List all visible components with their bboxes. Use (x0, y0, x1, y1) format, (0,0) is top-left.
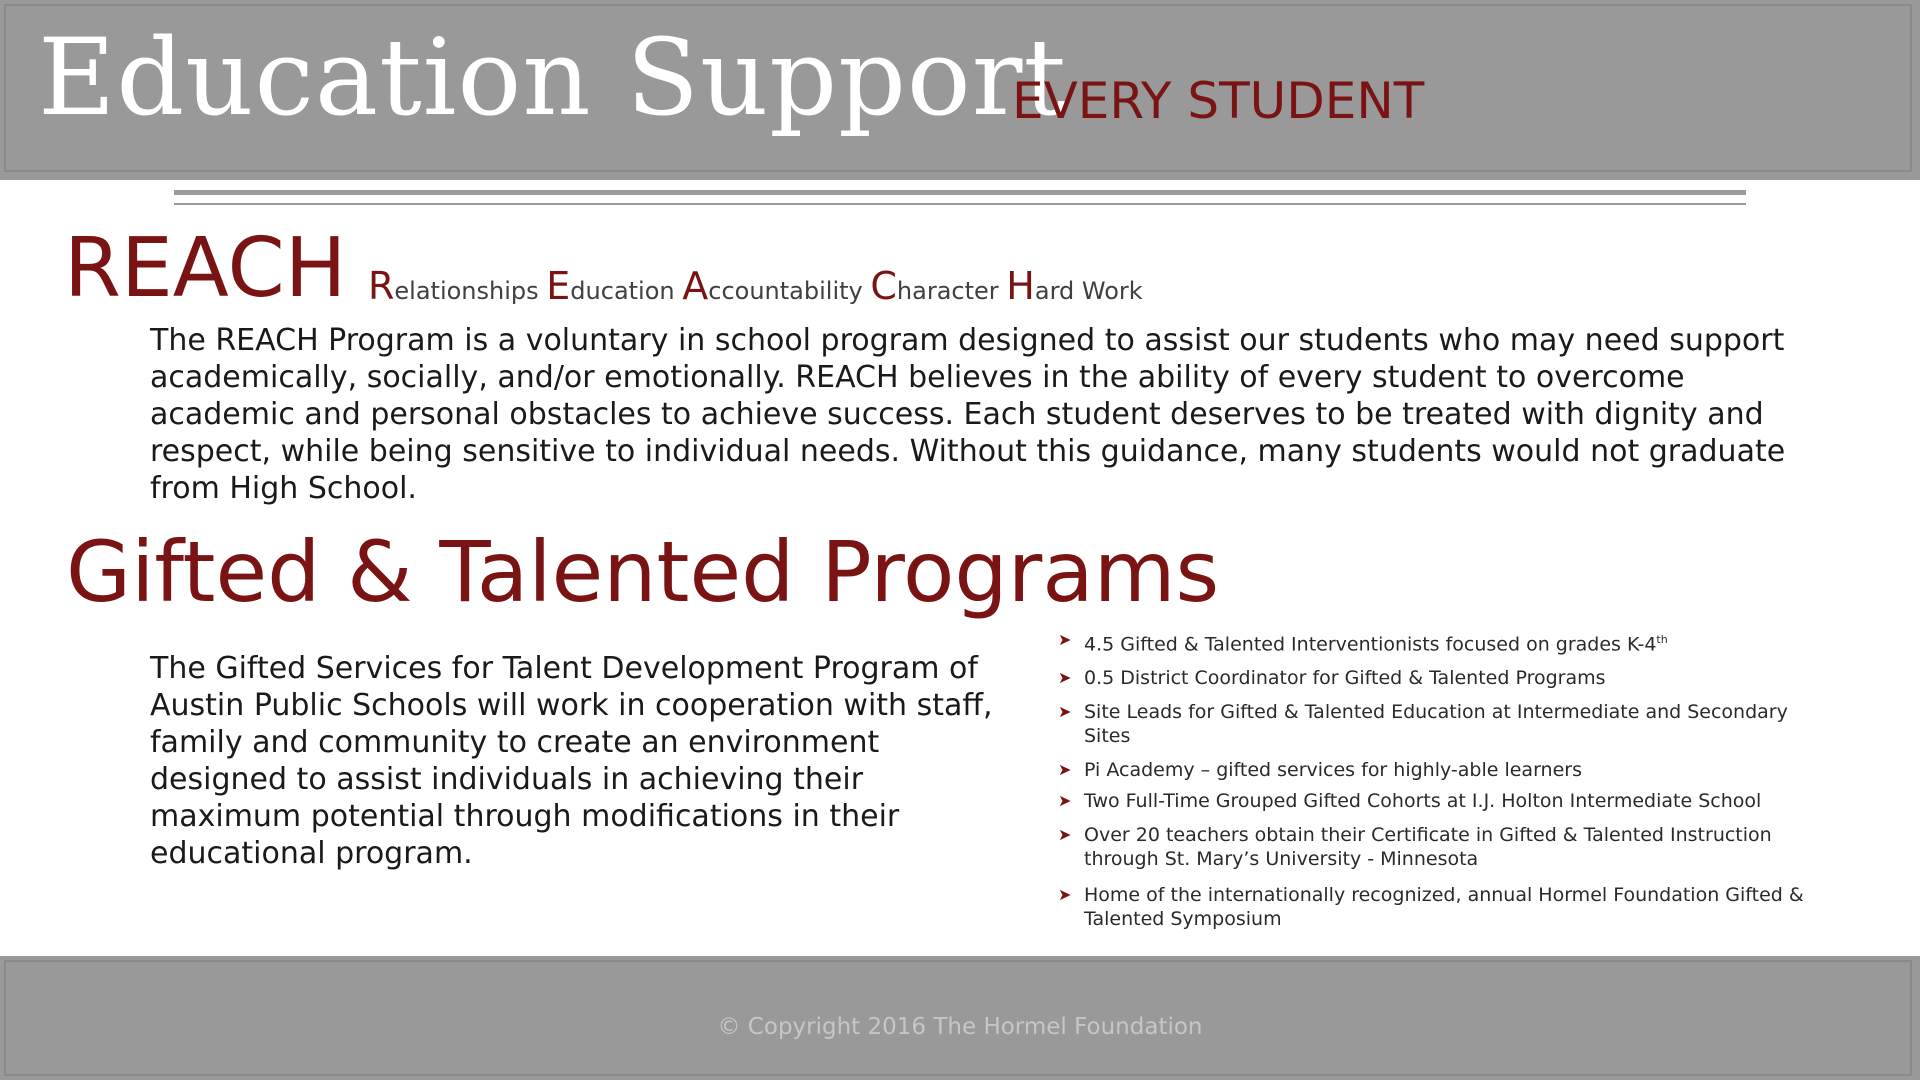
bullet-text: Home of the internationally recognized, annual Hormel Foundation Gifted & Talented Symposium (1084, 884, 1804, 931)
bullet-text: Site Leads for Gifted & Talented Education at Intermediate and Secondary Sites (1084, 701, 1788, 748)
bullet-text: Two Full-Time Grouped Gifted Cohorts at I.J. Holton Intermediate School (1084, 790, 1762, 813)
acronym-letter-a: A (682, 264, 709, 308)
arrow-bullet-icon: ➤ (1058, 825, 1072, 845)
arrow-bullet-icon: ➤ (1058, 760, 1072, 780)
acronym-letter-r: R (368, 264, 395, 308)
copyright-text: © Copyright 2016 The Hormel Foundation (717, 1014, 1203, 1040)
acronym-word-a: ccountability (708, 277, 863, 305)
arrow-bullet-icon: ➤ (1058, 702, 1072, 722)
reach-description: The REACH Program is a voluntary in school program designed to assist our students who may need support academically, socially, and/or emotionally. REACH believes in the ability of every student to overcome academic and personal obstacles to achieve success. Each student deserves to be treated with dignity and respect, while being sensitive to individual needs. Without this guidance, many students would not graduate from High School. (150, 323, 1786, 506)
acronym-word-c: haracter (896, 277, 999, 305)
acronym-letter-e: E (546, 264, 571, 308)
list-item (1058, 823, 1838, 871)
page-subtitle: EVERY STUDENT (1012, 72, 1425, 130)
list-item (1058, 883, 1838, 931)
arrow-bullet-icon: ➤ (1058, 668, 1072, 688)
bullet-text: Pi Academy – gifted services for highly-able learners (1084, 759, 1582, 782)
list-item (1058, 700, 1838, 748)
reach-heading: REACH (64, 221, 347, 316)
acronym-letter-h: H (1006, 264, 1035, 308)
bullet-superscript: th (1656, 633, 1668, 646)
arrow-bullet-icon: ➤ (1058, 630, 1072, 649)
acronym-word-h: ard Work (1034, 277, 1143, 305)
gifted-bullet-list (1058, 628, 1838, 931)
arrow-bullet-icon: ➤ (1058, 791, 1072, 811)
arrow-bullet-icon: ➤ (1058, 885, 1072, 905)
list-item (1058, 758, 1838, 782)
acronym-word-r: elationships (394, 277, 539, 305)
list-item (1058, 789, 1838, 813)
divider-thick (174, 190, 1746, 195)
gifted-description: The Gifted Services for Talent Development Program of Austin Public Schools will work in cooperation with staff, family and community to create an environment designed to assist individuals in achieving their maximum potential through modifications in their educational program. (150, 651, 993, 871)
bullet-text: Over 20 teachers obtain their Certificate in Gifted & Talented Instruction through St. Mary’s University - Minnesota (1084, 824, 1772, 871)
acronym-word-e: ducation (570, 277, 675, 305)
list-item (1058, 666, 1838, 690)
bullet-text: 0.5 District Coordinator for Gifted & Talented Programs (1084, 667, 1606, 690)
reach-acronym (368, 264, 1143, 310)
page-title: Education Support (38, 16, 1068, 139)
list-item (1058, 628, 1838, 656)
acronym-letter-c: C (870, 264, 897, 308)
divider-thin (174, 203, 1746, 205)
gifted-heading: Gifted & Talented Programs (66, 523, 1220, 621)
bullet-text: 4.5 Gifted & Talented Interventionists focused on grades K-4 (1084, 633, 1657, 656)
